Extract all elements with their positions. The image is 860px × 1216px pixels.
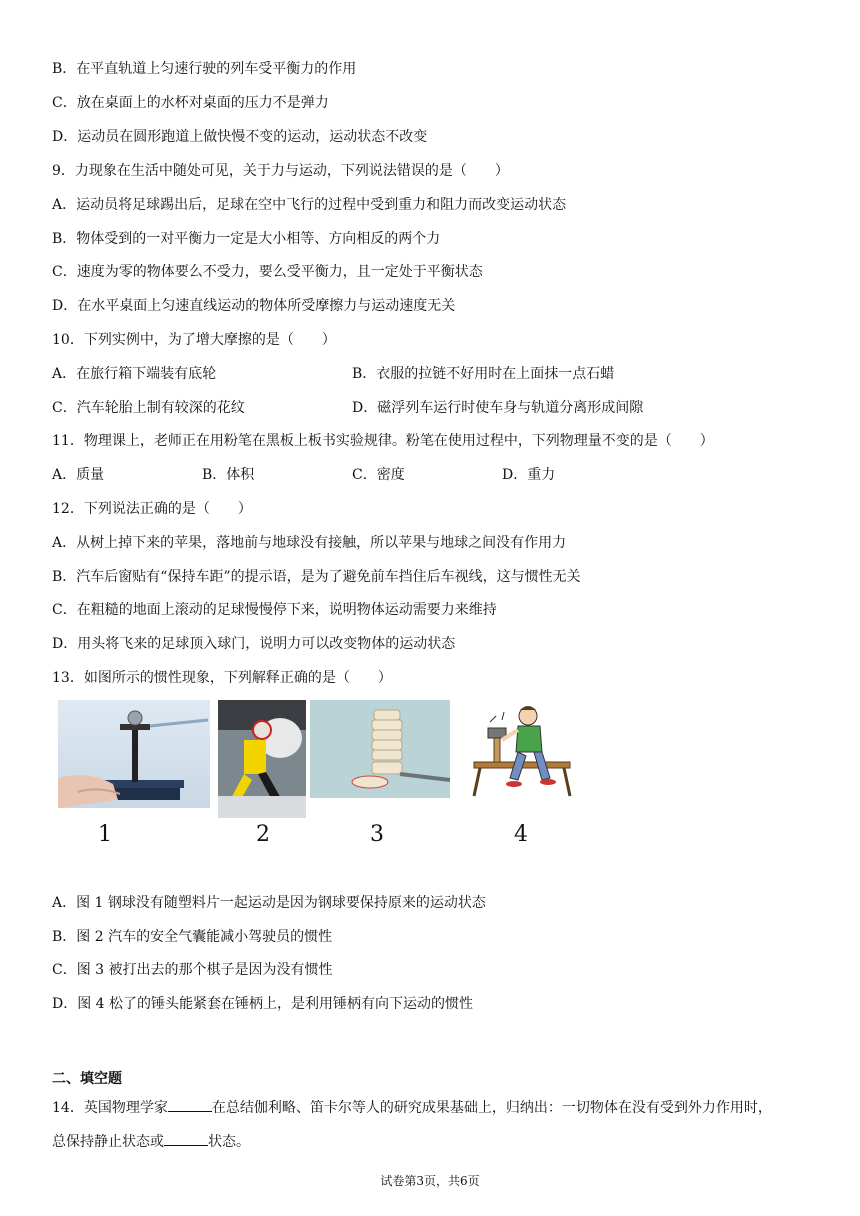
q11-stem: 11．物理课上，老师正在用粉笔在黑板上板书实验规律。粉笔在使用过程中，下列物理量不变的是（ ） xyxy=(52,433,714,449)
q14-line-1 xyxy=(52,1097,772,1118)
figure-3-label: 3 xyxy=(370,822,384,847)
q9-option-c: C．速度为零的物体要么不受力，要么受平衡力，且一定处于平衡状态 xyxy=(52,264,483,280)
q11-option-d: D．重力 xyxy=(502,467,556,483)
q10-option-b: B．衣服的拉链不好用时在上面抹一点石蜡 xyxy=(352,366,615,382)
q13-stem: 13．如图所示的惯性现象，下列解释正确的是（ ） xyxy=(52,670,392,686)
q11-option-a: A．质量 xyxy=(52,467,105,483)
figure-2-label: 2 xyxy=(256,822,270,847)
q10-stem: 10．下列实例中，为了增大摩擦的是（ ） xyxy=(52,332,336,348)
q10-option-d: D．磁浮列车运行时使车身与轨道分离形成间隙 xyxy=(352,400,644,416)
q14-text-4: 状态。 xyxy=(208,1134,250,1150)
q14-blank-1[interactable] xyxy=(168,1097,212,1112)
figure-1-label: 1 xyxy=(98,822,112,847)
figure-4-hammer-bench xyxy=(466,700,576,800)
q14-text-1: 14．英国物理学家 xyxy=(52,1100,168,1116)
q11-option-c: C．密度 xyxy=(352,467,405,483)
q11-option-b: B．体积 xyxy=(202,467,255,483)
q8-option-b: B．在平直轨道上匀速行驶的列车受平衡力的作用 xyxy=(52,61,357,77)
q10-option-a: A．在旅行箱下端装有底轮 xyxy=(52,366,217,382)
q10-option-c: C．汽车轮胎上制有较深的花纹 xyxy=(52,400,245,416)
figure-1-steel-ball xyxy=(58,700,210,808)
q13-option-a: A．图 1 钢球没有随塑料片一起运动是因为钢球要保持原来的运动状态 xyxy=(52,895,486,911)
figure-3-stacked-checkers xyxy=(310,700,450,798)
q12-stem: 12．下列说法正确的是（ ） xyxy=(52,501,252,517)
q13-option-b: B．图 2 汽车的安全气囊能减小驾驶员的惯性 xyxy=(52,929,333,945)
q14-blank-2[interactable] xyxy=(164,1131,208,1146)
page-footer: 试卷第3页，共6页 xyxy=(380,1174,480,1188)
q9-option-d: D．在水平桌面上匀速直线运动的物体所受摩擦力与运动速度无关 xyxy=(52,298,456,314)
q13-option-d: D．图 4 松了的锤头能紧套在锤柄上，是利用锤柄有向下运动的惯性 xyxy=(52,996,474,1012)
q9-stem: 9．力现象在生活中随处可见，关于力与运动，下列说法错误的是（ ） xyxy=(52,163,509,179)
q14-text-3: 总保持静止状态或 xyxy=(52,1134,164,1150)
q12-option-c: C．在粗糙的地面上滚动的足球慢慢停下来，说明物体运动需要力来维持 xyxy=(52,602,497,618)
q9-option-a: A．运动员将足球踢出后，足球在空中飞行的过程中受到重力和阻力而改变运动状态 xyxy=(52,197,567,213)
q8-option-c: C．放在桌面上的水杯对桌面的压力不是弹力 xyxy=(52,95,329,111)
q12-option-d: D．用头将飞来的足球顶入球门，说明力可以改变物体的运动状态 xyxy=(52,636,456,652)
q14-line-2 xyxy=(52,1131,250,1152)
section-title-fill-blank: 二、填空题 xyxy=(52,1071,122,1087)
figure-2-airbag xyxy=(218,700,306,818)
q9-option-b: B．物体受到的一对平衡力一定是大小相等、方向相反的两个力 xyxy=(52,231,441,247)
q12-option-a: A．从树上掉下来的苹果，落地前与地球没有接触，所以苹果与地球之间没有作用力 xyxy=(52,535,567,551)
figure-4-label: 4 xyxy=(514,822,528,847)
q14-text-2: 在总结伽利略、笛卡尔等人的研究成果基础上，归纳出：一切物体在没有受到外力作用时， xyxy=(211,1100,772,1116)
q13-option-c: C．图 3 被打出去的那个棋子是因为没有惯性 xyxy=(52,962,333,978)
q12-option-b: B．汽车后窗贴有“保持车距”的提示语，是为了避免前车挡住后车视线，这与惯性无关 xyxy=(52,569,581,585)
q8-option-d: D．运动员在圆形跑道上做快慢不变的运动，运动状态不改变 xyxy=(52,129,428,145)
